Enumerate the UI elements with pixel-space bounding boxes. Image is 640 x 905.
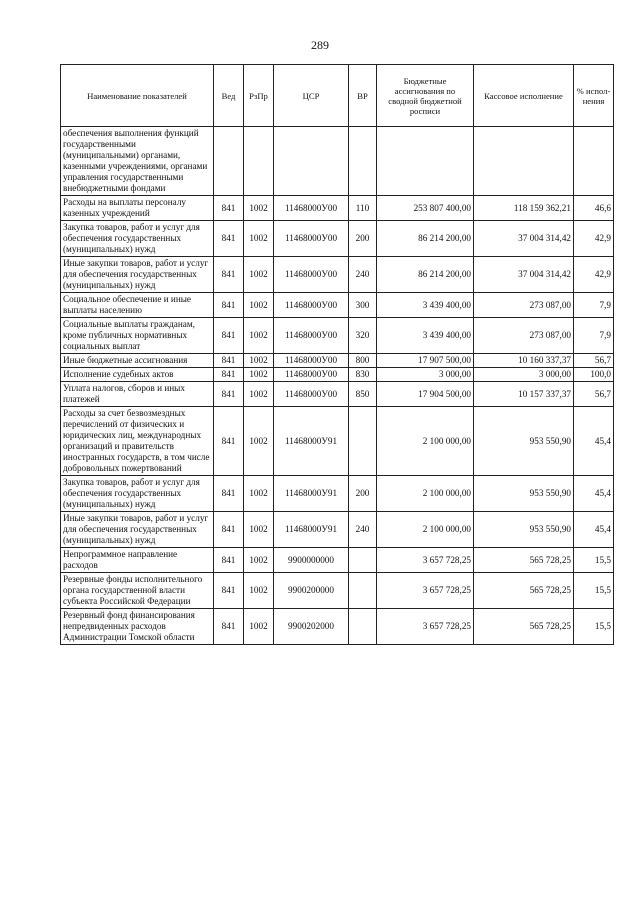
cell-fact: 953 550,90 (474, 512, 574, 548)
cell-fact: 37 004 314,42 (474, 221, 574, 257)
cell-pct: 7,9 (574, 293, 614, 318)
cell-vr (349, 548, 377, 573)
cell-name: Иные закупки товаров, работ и услуг для обеспечения государственных (муниципальных) нужд (61, 257, 214, 293)
cell-csr: 11468000У00 (274, 257, 349, 293)
cell-fact: 37 004 314,42 (474, 257, 574, 293)
cell-plan: 3 000,00 (377, 368, 474, 382)
cell-pct: 56,7 (574, 354, 614, 368)
table-row (61, 609, 614, 645)
cell-plan: 3 657 728,25 (377, 609, 474, 645)
cell-plan: 3 439 400,00 (377, 318, 474, 354)
cell-plan: 2 100 000,00 (377, 476, 474, 512)
cell-rzpr: 1002 (244, 293, 274, 318)
cell-ved (214, 127, 244, 196)
table-row (61, 127, 614, 196)
cell-plan: 86 214 200,00 (377, 257, 474, 293)
cell-csr: 11468000У00 (274, 368, 349, 382)
cell-rzpr: 1002 (244, 368, 274, 382)
cell-csr (274, 127, 349, 196)
cell-rzpr: 1002 (244, 609, 274, 645)
page-number: 289 (311, 38, 329, 52)
cell-fact: 10 160 337,37 (474, 354, 574, 368)
table-row (61, 573, 614, 609)
cell-csr: 9900202000 (274, 609, 349, 645)
table-row (61, 293, 614, 318)
cell-plan: 17 904 500,00 (377, 382, 474, 407)
cell-pct: 42,9 (574, 257, 614, 293)
cell-vr: 240 (349, 512, 377, 548)
header-rzpr: РзПр (244, 65, 274, 127)
cell-fact: 118 159 362,21 (474, 196, 574, 221)
cell-rzpr: 1002 (244, 573, 274, 609)
cell-vr: 830 (349, 368, 377, 382)
cell-fact (474, 127, 574, 196)
cell-ved: 841 (214, 573, 244, 609)
cell-csr: 11468000У00 (274, 382, 349, 407)
cell-pct: 46,6 (574, 196, 614, 221)
cell-fact: 273 087,00 (474, 318, 574, 354)
table-row (61, 354, 614, 368)
cell-csr: 11468000У00 (274, 221, 349, 257)
table-row (61, 196, 614, 221)
cell-ved: 841 (214, 609, 244, 645)
cell-ved: 841 (214, 318, 244, 354)
cell-name: Закупка товаров, работ и услуг для обеспечения государственных (муниципальных) нужд (61, 221, 214, 257)
cell-csr: 9900200000 (274, 573, 349, 609)
cell-vr: 200 (349, 476, 377, 512)
cell-fact: 565 728,25 (474, 548, 574, 573)
budget-table (60, 64, 614, 645)
cell-name: Расходы на выплаты персоналу казенных учреждений (61, 196, 214, 221)
cell-rzpr: 1002 (244, 318, 274, 354)
cell-rzpr: 1002 (244, 382, 274, 407)
cell-plan: 3 657 728,25 (377, 548, 474, 573)
cell-vr (349, 407, 377, 476)
cell-ved: 841 (214, 382, 244, 407)
cell-pct: 42,9 (574, 221, 614, 257)
cell-name: Закупка товаров, работ и услуг для обеспечения государственных (муниципальных) нужд (61, 476, 214, 512)
cell-rzpr: 1002 (244, 476, 274, 512)
cell-fact: 3 000,00 (474, 368, 574, 382)
cell-vr: 200 (349, 221, 377, 257)
cell-vr (349, 609, 377, 645)
cell-plan: 2 100 000,00 (377, 512, 474, 548)
table-row (61, 407, 614, 476)
cell-plan: 17 907 500,00 (377, 354, 474, 368)
cell-ved: 841 (214, 407, 244, 476)
table-body (61, 127, 614, 645)
cell-csr: 11468000У91 (274, 512, 349, 548)
cell-pct: 100,0 (574, 368, 614, 382)
cell-pct: 45,4 (574, 512, 614, 548)
cell-pct: 45,4 (574, 407, 614, 476)
cell-fact: 953 550,90 (474, 476, 574, 512)
cell-csr: 11468000У00 (274, 318, 349, 354)
cell-ved: 841 (214, 293, 244, 318)
cell-name: Расходы за счет безвозмездных перечислений от физических и юридических лиц, международных организаций и правительств иностранных государств, в том числе добровольных пожертвований (61, 407, 214, 476)
cell-rzpr: 1002 (244, 221, 274, 257)
cell-plan: 2 100 000,00 (377, 407, 474, 476)
header-plan: Бюджетные ассигнования по сводной бюджетной росписи (377, 65, 474, 127)
cell-name: Резервный фонд финансирования непредвиденных расходов Администрации Томской области (61, 609, 214, 645)
cell-plan: 3 439 400,00 (377, 293, 474, 318)
cell-pct: 45,4 (574, 476, 614, 512)
cell-vr: 240 (349, 257, 377, 293)
cell-rzpr: 1002 (244, 257, 274, 293)
cell-ved: 841 (214, 221, 244, 257)
cell-ved: 841 (214, 257, 244, 293)
cell-vr: 300 (349, 293, 377, 318)
cell-name: Социальное обеспечение и иные выплаты населению (61, 293, 214, 318)
header-csr: ЦСР (274, 65, 349, 127)
cell-csr: 9900000000 (274, 548, 349, 573)
cell-name: обеспечения выполнения функций государственными (муниципальными) органами, казенными учреждениями, органами управления государственными внебюджетными фондами (61, 127, 214, 196)
table-row (61, 368, 614, 382)
cell-fact: 565 728,25 (474, 573, 574, 609)
cell-vr: 110 (349, 196, 377, 221)
table-row (61, 476, 614, 512)
cell-name: Иные бюджетные ассигнования (61, 354, 214, 368)
cell-csr: 11468000У91 (274, 407, 349, 476)
cell-ved: 841 (214, 368, 244, 382)
cell-plan: 86 214 200,00 (377, 221, 474, 257)
cell-fact: 10 157 337,37 (474, 382, 574, 407)
header-ved: Вед (214, 65, 244, 127)
cell-name: Уплата налогов, сборов и иных платежей (61, 382, 214, 407)
cell-name: Иные закупки товаров, работ и услуг для обеспечения государственных (муниципальных) нужд (61, 512, 214, 548)
cell-vr: 850 (349, 382, 377, 407)
cell-csr: 11468000У00 (274, 196, 349, 221)
cell-ved: 841 (214, 354, 244, 368)
table-row (61, 382, 614, 407)
cell-pct: 7,9 (574, 318, 614, 354)
cell-plan (377, 127, 474, 196)
cell-pct: 56,7 (574, 382, 614, 407)
cell-name: Социальные выплаты гражданам, кроме публичных нормативных социальных выплат (61, 318, 214, 354)
header-vr: ВР (349, 65, 377, 127)
cell-ved: 841 (214, 196, 244, 221)
cell-ved: 841 (214, 476, 244, 512)
header-name: Наименование показателей (61, 65, 214, 127)
cell-name: Исполнение судебных актов (61, 368, 214, 382)
cell-rzpr: 1002 (244, 196, 274, 221)
cell-pct: 15,5 (574, 573, 614, 609)
cell-rzpr: 1002 (244, 354, 274, 368)
header-pct: % испол-нения (574, 65, 614, 127)
cell-fact: 953 550,90 (474, 407, 574, 476)
cell-pct: 15,5 (574, 548, 614, 573)
cell-rzpr: 1002 (244, 548, 274, 573)
cell-csr: 11468000У91 (274, 476, 349, 512)
table-row (61, 318, 614, 354)
cell-csr: 11468000У00 (274, 293, 349, 318)
cell-plan: 253 807 400,00 (377, 196, 474, 221)
cell-vr: 320 (349, 318, 377, 354)
cell-vr (349, 573, 377, 609)
cell-vr (349, 127, 377, 196)
table-row (61, 221, 614, 257)
cell-pct (574, 127, 614, 196)
cell-fact: 565 728,25 (474, 609, 574, 645)
cell-pct: 15,5 (574, 609, 614, 645)
table-header-row (61, 65, 614, 127)
table-row (61, 512, 614, 548)
cell-name: Непрограммное направление расходов (61, 548, 214, 573)
table-row (61, 548, 614, 573)
cell-plan: 3 657 728,25 (377, 573, 474, 609)
cell-rzpr: 1002 (244, 407, 274, 476)
cell-ved: 841 (214, 548, 244, 573)
cell-rzpr (244, 127, 274, 196)
cell-csr: 11468000У00 (274, 354, 349, 368)
cell-vr: 800 (349, 354, 377, 368)
table-row (61, 257, 614, 293)
cell-rzpr: 1002 (244, 512, 274, 548)
cell-ved: 841 (214, 512, 244, 548)
header-fact: Кассовое исполнение (474, 65, 574, 127)
cell-fact: 273 087,00 (474, 293, 574, 318)
cell-name: Резервные фонды исполнительного органа государственной власти субъекта Российской Федерации (61, 573, 214, 609)
